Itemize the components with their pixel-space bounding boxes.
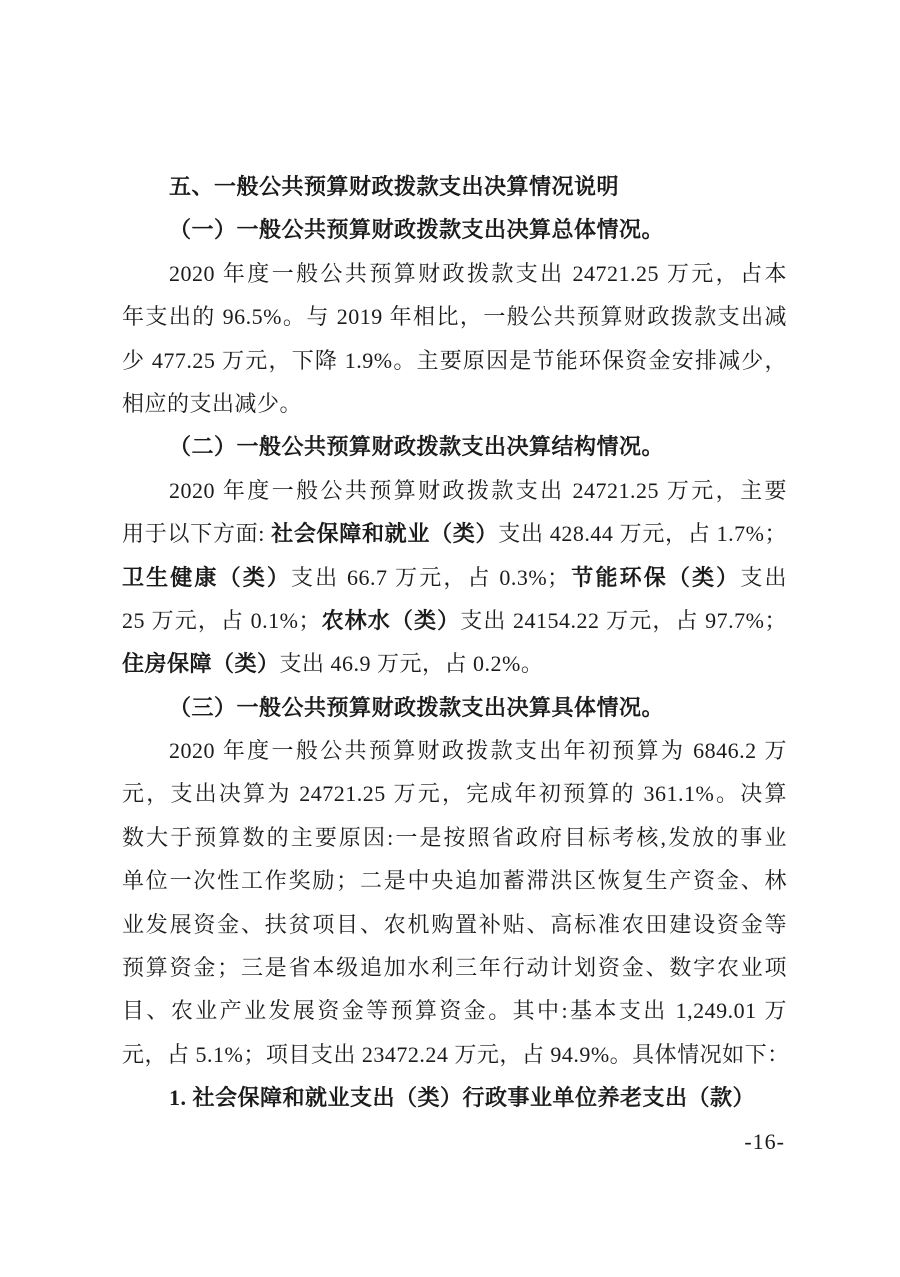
subsection-1-heading [122, 208, 787, 251]
para-detail-line-7 [122, 989, 787, 1032]
para-detail-line-1 [122, 729, 787, 772]
text-run: 支出 24154.22 万元，占 97.7%； [460, 607, 787, 633]
text-run: 农林水（类） [320, 607, 461, 633]
para-overall-line-1 [122, 252, 787, 295]
text-run: 支出 46.9 万元，占 0.2%。 [279, 651, 544, 677]
page-number: -16- [744, 1128, 785, 1154]
document-body [122, 165, 790, 1120]
text-run: 单位一次性工作奖励；二是中央追加蓄滞洪区恢复生产资金、林 [122, 868, 787, 894]
para-detail-line-5 [122, 903, 787, 946]
text-run: 支出 66.7 万元，占 0.3%； [291, 564, 570, 590]
text-run: 2020 年度一般公共预算财政拨款支出年初预算为 6846.2 万 [169, 738, 787, 764]
text-run: 元，支出决算为 24721.25 万元，完成年初预算的 361.1%。决算 [122, 781, 787, 807]
text-run: 元，占 5.1%；项目支出 23472.24 万元，占 94.9%。具体情况如下： [122, 1041, 790, 1067]
text-run: 业发展资金、扶贫项目、农机购置补贴、高标准农田建设资金等 [122, 911, 787, 937]
subsection-3-heading [122, 686, 787, 729]
section-5-heading [122, 165, 787, 208]
para-detail-line-2 [122, 772, 787, 815]
para-structure-line-5 [122, 642, 787, 685]
para-structure-line-2 [122, 512, 787, 555]
subsection-2-heading [122, 425, 787, 468]
text-run: 2020 年度一般公共预算财政拨款支出 24721.25 万元，主要 [169, 477, 787, 503]
text-run: 数大于预算数的主要原因:一是按照省政府目标考核,发放的事业 [122, 824, 787, 850]
text-run: 1. 社会保障和就业支出（类）行政事业单位养老支出（款） [169, 1085, 756, 1111]
text-run: 预算资金；三是省本级追加水利三年行动计划资金、数字农业项 [122, 955, 787, 981]
text-run: 目、农业产业发展资金等预算资金。其中:基本支出 1,249.01 万 [122, 998, 787, 1024]
text-run: （三）一般公共预算财政拨款支出决算具体情况。 [169, 694, 665, 720]
text-run: 25 万元，占 0.1%； [122, 607, 321, 633]
text-run: 相应的支出减少。 [122, 390, 303, 416]
para-detail-line-3 [122, 816, 787, 859]
text-run: 社会保障和就业（类） [271, 521, 499, 547]
text-run: （一）一般公共预算财政拨款支出决算总体情况。 [169, 217, 665, 243]
item-1-heading [122, 1076, 787, 1119]
para-structure-line-1 [122, 469, 787, 512]
text-run: 五、一般公共预算财政拨款支出决算情况说明 [169, 174, 620, 199]
text-run: 年支出的 96.5%。与 2019 年相比，一般公共预算财政拨款支出减 [122, 304, 787, 330]
text-run: 支出 428.44 万元，占 1.7%； [498, 521, 787, 547]
text-run: 卫生健康（类） [122, 564, 292, 590]
para-detail-line-8 [122, 1033, 790, 1076]
text-run: 住房保障（类） [122, 651, 280, 677]
para-detail-line-4 [122, 859, 787, 902]
text-run: 节能环保（类） [569, 564, 741, 590]
para-overall-line-3 [122, 339, 787, 382]
text-run: 少 477.25 万元，下降 1.9%。主要原因是节能环保资金安排减少， [122, 347, 787, 373]
para-detail-line-6 [122, 946, 787, 989]
text-run: 用于以下方面: [122, 521, 272, 547]
para-structure-line-3 [122, 556, 787, 599]
page-footer [122, 1120, 787, 1163]
para-overall-line-4 [122, 382, 787, 425]
text-run: 2020 年度一般公共预算财政拨款支出 24721.25 万元，占本 [169, 260, 787, 286]
text-run: （二）一般公共预算财政拨款支出决算结构情况。 [169, 434, 665, 460]
para-structure-line-4 [122, 599, 787, 642]
text-run: 支出 [740, 564, 787, 590]
para-overall-line-2 [122, 295, 787, 338]
